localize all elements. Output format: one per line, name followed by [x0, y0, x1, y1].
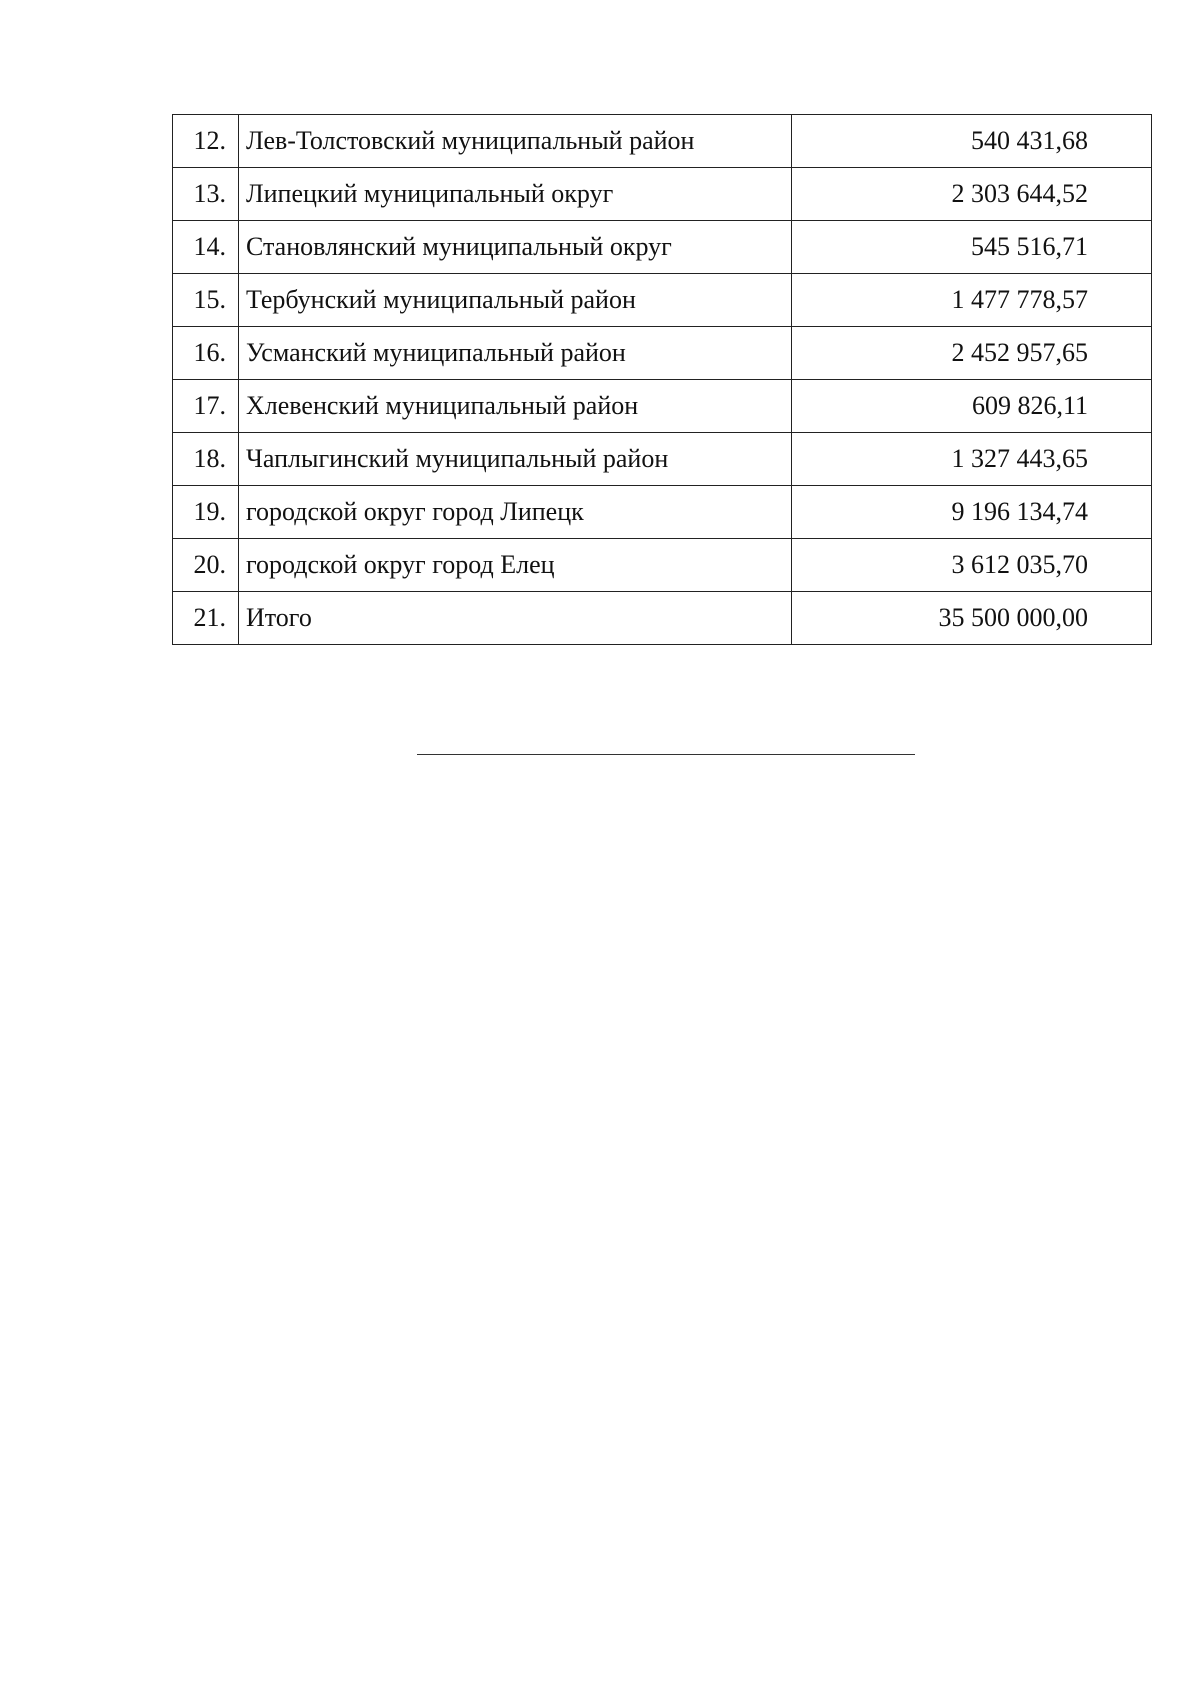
municipality-name: Липецкий муниципальный округ: [239, 168, 792, 221]
amount-value: 2 452 957,65: [792, 327, 1152, 380]
total-row: [173, 592, 1152, 645]
table-row: [173, 168, 1152, 221]
row-number: 16.: [173, 327, 239, 380]
amount-value: 3 612 035,70: [792, 539, 1152, 592]
municipality-name: Чаплыгинский муниципальный район: [239, 433, 792, 486]
amount-value: 545 516,71: [792, 221, 1152, 274]
table-row: [173, 539, 1152, 592]
total-value: 35 500 000,00: [792, 592, 1152, 645]
row-number: 17.: [173, 380, 239, 433]
row-number: 19.: [173, 486, 239, 539]
amount-value: 609 826,11: [792, 380, 1152, 433]
table-row: [173, 115, 1152, 168]
amount-value: 540 431,68: [792, 115, 1152, 168]
allocation-table-body: [173, 115, 1152, 645]
amount-value: 1 477 778,57: [792, 274, 1152, 327]
table-row: [173, 327, 1152, 380]
municipality-name: Усманский муниципальный район: [239, 327, 792, 380]
amount-value: 9 196 134,74: [792, 486, 1152, 539]
total-label: Итого: [239, 592, 792, 645]
row-number: 12.: [173, 115, 239, 168]
row-number: 13.: [173, 168, 239, 221]
table-row: [173, 433, 1152, 486]
table-row: [173, 274, 1152, 327]
municipality-name: городской округ город Елец: [239, 539, 792, 592]
row-number: 14.: [173, 221, 239, 274]
municipality-name: Тербунский муниципальный район: [239, 274, 792, 327]
municipality-name: Лев-Толстовский муниципальный район: [239, 115, 792, 168]
municipality-name: Становлянский муниципальный округ: [239, 221, 792, 274]
row-number: 21.: [173, 592, 239, 645]
table-row: [173, 486, 1152, 539]
allocation-table: [172, 114, 1152, 645]
row-number: 20.: [173, 539, 239, 592]
amount-value: 2 303 644,52: [792, 168, 1152, 221]
table-row: [173, 380, 1152, 433]
row-number: 15.: [173, 274, 239, 327]
municipality-name: Хлевенский муниципальный район: [239, 380, 792, 433]
amount-value: 1 327 443,65: [792, 433, 1152, 486]
municipality-name: городской округ город Липецк: [239, 486, 792, 539]
table-row: [173, 221, 1152, 274]
row-number: 18.: [173, 433, 239, 486]
closing-divider-line: [417, 754, 915, 755]
